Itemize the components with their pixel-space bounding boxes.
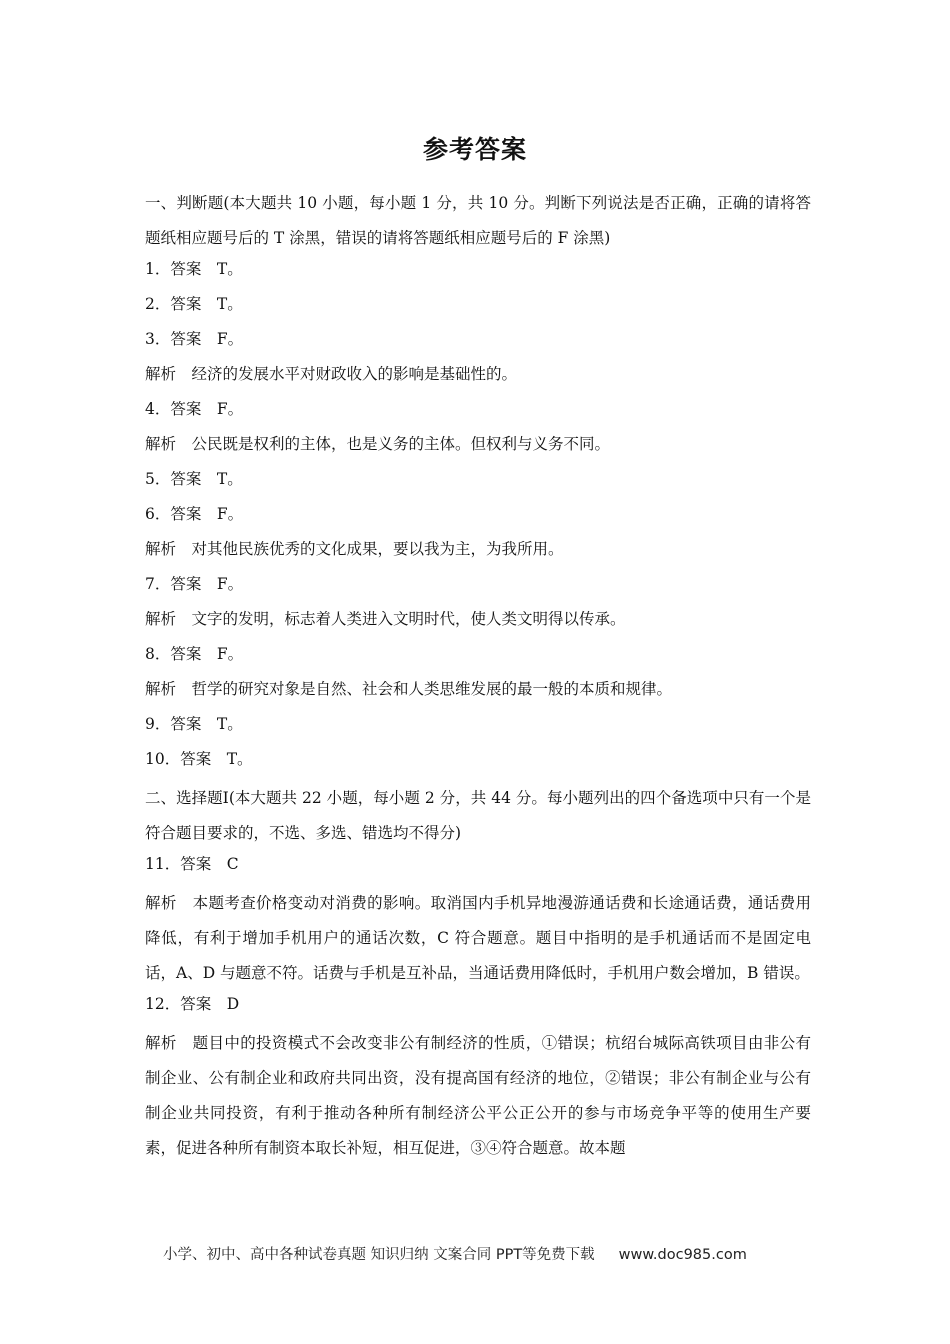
footer-text: 小学、初中、高中各种试卷真题 知识归纳 文案合同 PPT等免费下载 <box>163 1247 595 1263</box>
analysis-line: 解析 公民既是权利的主体，也是义务的主体。但权利与义务不同。 <box>145 435 611 453</box>
page-footer <box>163 1243 803 1264</box>
analysis-paragraph: 解析 题目中的投资模式不会改变非公有制经济的性质，①错误；杭绍台城际高铁项目由非公有制企业、公有制企业和政府共同出资，没有提高国有经济的地位，②错误；非公有制企业与公有制企业共同投资，有利于推动各种所有制经济公平公正公开的参与市场竞争平等的使用生产要素，促进各种所有制资本取长补短，相互促进，③④符合题意。故本题 <box>145 1034 811 1157</box>
answer-line: 12．答案 D <box>145 995 240 1013</box>
answer-line: 5．答案 T。 <box>145 470 243 488</box>
answer-body <box>145 186 811 1166</box>
answer-line: 1．答案 T。 <box>145 260 243 278</box>
answer-line: 9．答案 T。 <box>145 715 243 733</box>
answer-line: 6．答案 F。 <box>145 505 244 523</box>
answer-line: 2．答案 T。 <box>145 295 243 313</box>
section-1-header: 一、判断题(本大题共 10 小题，每小题 1 分，共 10 分。判断下列说法是否正确，正确的请将答题纸相应题号后的 T 涂黑，错误的请将答题纸相应题号后的 F 涂黑) <box>145 194 811 247</box>
answer-line: 7．答案 F。 <box>145 575 244 593</box>
analysis-line: 解析 文字的发明，标志着人类进入文明时代，使人类文明得以传承。 <box>145 610 626 628</box>
page-title: 参考答案 <box>422 135 527 164</box>
answer-line: 10．答案 T。 <box>145 750 253 768</box>
section-2-header: 二、选择题Ⅰ(本大题共 22 小题，每小题 2 分，共 44 分。每小题列出的四个备选项中只有一个是符合题目要求的，不选、多选、错选均不得分) <box>145 789 811 842</box>
analysis-line: 解析 对其他民族优秀的文化成果，要以我为主，为我所用。 <box>145 540 564 558</box>
footer-url[interactable]: www.doc985.com <box>618 1247 747 1263</box>
analysis-line: 解析 经济的发展水平对财政收入的影响是基础性的。 <box>145 365 518 383</box>
answer-line: 8．答案 F。 <box>145 645 244 663</box>
answer-line: 4．答案 F。 <box>145 400 244 418</box>
answer-line: 3．答案 F。 <box>145 330 244 348</box>
analysis-line: 解析 哲学的研究对象是自然、社会和人类思维发展的最一般的本质和规律。 <box>145 680 673 698</box>
analysis-paragraph: 解析 本题考查价格变动对消费的影响。取消国内手机异地漫游通话费和长途通话费，通话费用降低，有利于增加手机用户的通话次数，C 符合题意。题目中指明的是手机通话而不是固定电话，A、D 与题意不符。话费与手机是互补品，当通话费用降低时，手机用户数会增加，B 错误。 <box>145 894 811 982</box>
answer-line: 11．答案 C <box>145 855 239 873</box>
